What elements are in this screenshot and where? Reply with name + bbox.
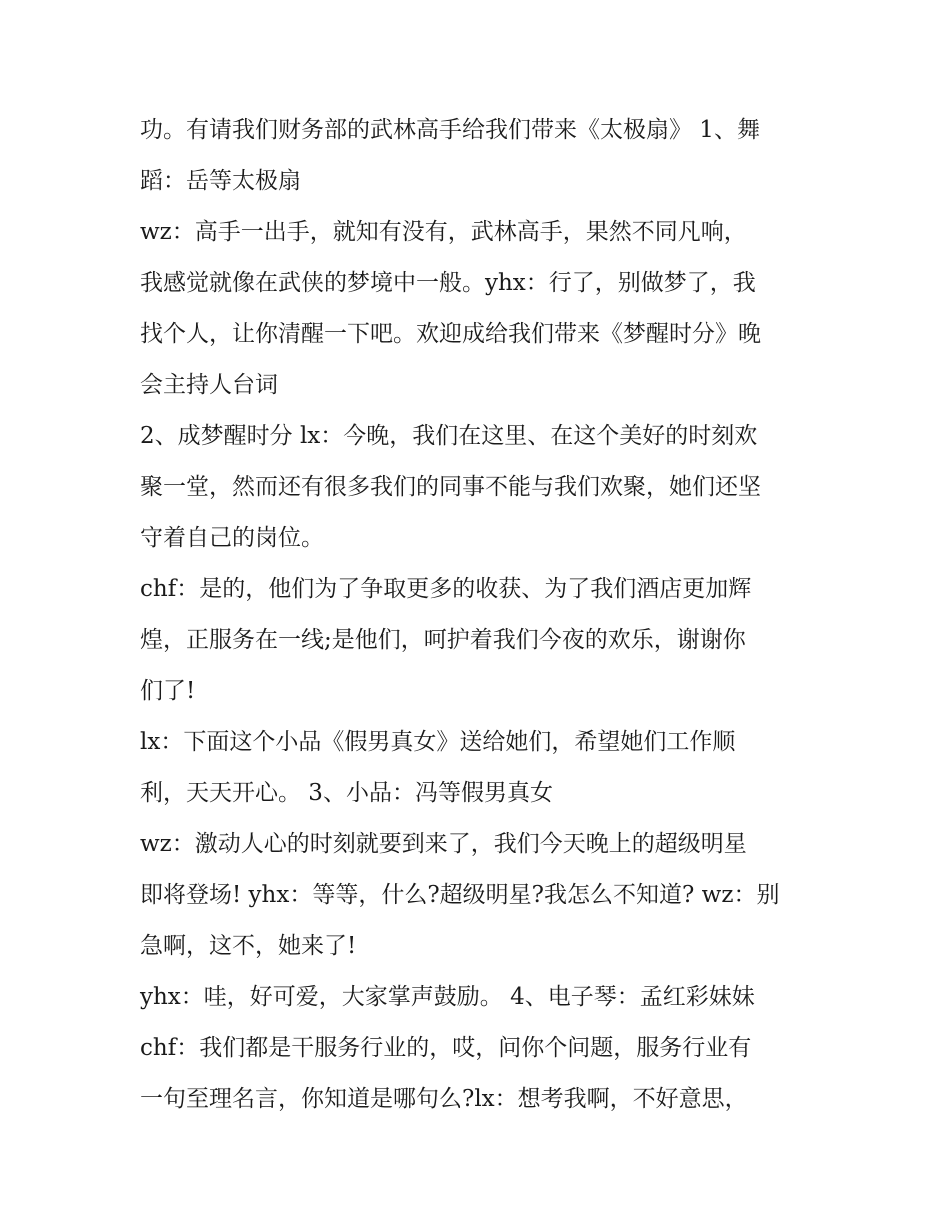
text-line: 蹈：岳等太极扇	[140, 168, 301, 194]
text-line: 即将登场! yhx：等等，什么?超级明星?我怎么不知道? wz：别	[140, 882, 780, 908]
text-line: 功。有请我们财务部的武林高手给我们带来《太极扇》 1、舞	[140, 117, 760, 143]
text-line: chf：我们都是干服务行业的，哎，问你个问题，服务行业有	[140, 1035, 752, 1061]
text-line: 一句至理名言，你知道是哪句么?lx：想考我啊，不好意思，	[140, 1086, 748, 1112]
text-line: 聚一堂，然而还有很多我们的同事不能与我们欢聚，她们还坚	[140, 474, 761, 500]
text-line: 利，天天开心。 3、小品：冯等假男真女	[140, 780, 553, 806]
text-line: 找个人，让你清醒一下吧。欢迎成给我们带来《梦醒时分》晚	[140, 321, 761, 347]
text-line: chf：是的，他们为了争取更多的收获、为了我们酒店更加辉	[140, 576, 752, 602]
text-line: 守着自己的岗位。	[140, 525, 324, 551]
document-body	[140, 105, 830, 1125]
text-line: 急啊，这不，她来了!	[140, 933, 357, 959]
text-line: lx：下面这个小品《假男真女》送给她们，希望她们工作顺	[140, 729, 736, 755]
text-line: wz：激动人心的时刻就要到来了，我们今天晚上的超级明星	[140, 831, 747, 857]
text-line: wz：高手一出手，就知有没有，武林高手，果然不同凡响，	[140, 219, 747, 245]
text-line: 2、成梦醒时分 lx：今晚，我们在这里、在这个美好的时刻欢	[140, 423, 758, 449]
text-line: 们了!	[140, 678, 196, 704]
text-line: 我感觉就像在武侠的梦境中一般。yhx：行了，别做梦了，我	[140, 270, 756, 296]
text-line: 会主持人台词	[140, 372, 278, 398]
text-line: 煌，正服务在一线;是他们，呵护着我们今夜的欢乐，谢谢你	[140, 627, 746, 653]
text-line: yhx：哇，好可爱，大家掌声鼓励。 4、电子琴：孟红彩妹妹	[140, 984, 755, 1010]
